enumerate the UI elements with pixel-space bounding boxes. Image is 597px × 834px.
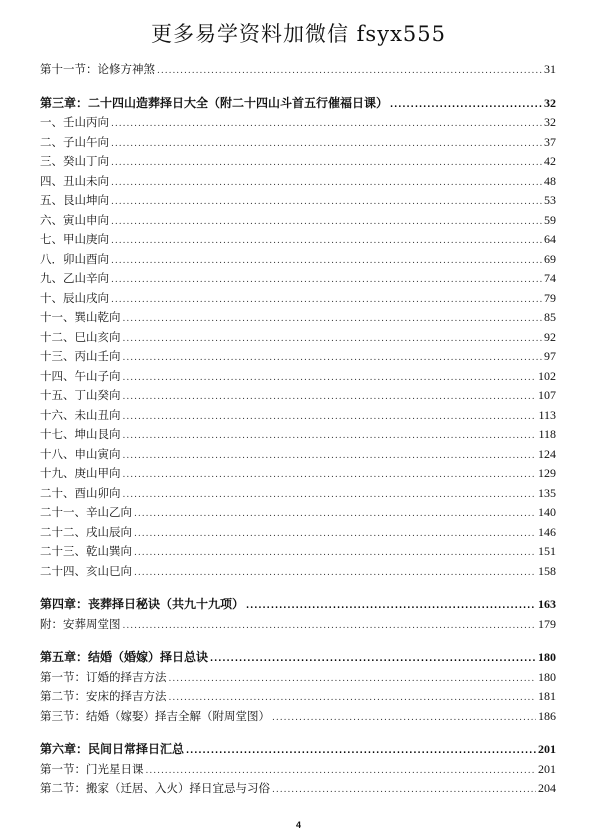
toc-entry[interactable] <box>40 250 556 270</box>
toc-entry[interactable] <box>40 386 556 406</box>
toc-entry-page: 135 <box>538 485 556 500</box>
toc-entry-label: 二十四、亥山巳向 <box>40 563 132 578</box>
toc-entry-label: 第十一节：论修方神煞 <box>40 62 155 76</box>
toc-entry[interactable] <box>40 230 556 250</box>
dot-leader <box>111 174 542 194</box>
toc-entry-page: 181 <box>538 689 556 703</box>
dot-leader <box>157 62 542 82</box>
dot-leader <box>111 213 542 233</box>
dot-leader <box>123 349 543 369</box>
toc-entry-page: 118 <box>538 427 556 441</box>
toc-entry-page: 102 <box>538 368 556 383</box>
toc-entry[interactable] <box>40 191 556 211</box>
dot-leader <box>123 617 537 637</box>
toc-entry[interactable] <box>40 484 556 504</box>
toc-chapter-label: 第四章：丧葬择日秘诀（共九十九项） <box>40 597 245 611</box>
page-title: 更多易学资料加微信 fsyx555 <box>150 22 446 46</box>
toc-entry-page: 129 <box>538 466 556 480</box>
toc-entry[interactable] <box>40 289 556 309</box>
toc-entry-page: 79 <box>544 290 556 305</box>
chapter-4-entries <box>40 615 556 635</box>
toc-entry-page: 32 <box>544 115 556 129</box>
toc-entry-page: 69 <box>544 251 556 266</box>
toc-entry[interactable] <box>40 367 556 387</box>
toc-entry-label: 附：安葬周堂图 <box>40 616 121 631</box>
toc-entry-label: 十、辰山戌向 <box>40 290 109 305</box>
toc-entry-label: 十九、庚山甲向 <box>40 466 121 480</box>
toc-entry-page: 201 <box>538 761 556 776</box>
toc-entry[interactable] <box>40 445 556 465</box>
dot-leader <box>111 154 542 174</box>
toc-entry-page: 48 <box>544 173 556 188</box>
toc-entry-label: 二十、酉山卯向 <box>40 485 121 500</box>
table-of-contents <box>40 60 556 799</box>
toc-chapter-page: 180 <box>538 650 556 664</box>
toc-entry[interactable] <box>40 269 556 289</box>
toc-entry-page: 92 <box>544 329 556 344</box>
toc-entry-label: 六、寅山申向 <box>40 212 109 227</box>
toc-entry-page: 107 <box>538 388 556 402</box>
dot-leader <box>272 781 536 801</box>
dot-leader <box>134 564 536 584</box>
dot-leader <box>123 408 537 428</box>
dot-leader <box>111 135 542 155</box>
toc-entry-page: 74 <box>544 271 556 285</box>
dot-leader <box>123 466 537 486</box>
dot-leader <box>134 505 536 525</box>
toc-entry-label: 第三节：结婚（嫁娶）择吉全解（附周堂图） <box>40 708 270 723</box>
toc-entry[interactable] <box>40 707 556 727</box>
dot-leader <box>111 193 542 213</box>
toc-entry[interactable] <box>40 425 556 445</box>
toc-entry-label: 十三、丙山壬向 <box>40 349 121 363</box>
toc-entry[interactable] <box>40 152 556 172</box>
toc-entry-page: 31 <box>544 62 556 76</box>
dot-leader <box>210 650 536 670</box>
toc-entry[interactable] <box>40 760 556 780</box>
toc-chapter-4[interactable] <box>40 595 556 615</box>
toc-chapter-page: 163 <box>538 597 556 611</box>
toc-entry-label: 二十二、戌山辰向 <box>40 524 132 539</box>
toc-entry-label: 第二节：搬家（迁居、入火）择日宜忌与习俗 <box>40 781 270 795</box>
toc-chapter-6[interactable] <box>40 740 556 760</box>
dot-leader <box>111 115 542 135</box>
toc-entry-page: 140 <box>538 505 556 519</box>
toc-entry[interactable] <box>40 615 556 635</box>
toc-entry-label: 一、壬山丙向 <box>40 115 109 129</box>
toc-entry-page: 85 <box>544 310 556 324</box>
toc-entry[interactable] <box>40 172 556 192</box>
toc-entry[interactable] <box>40 328 556 348</box>
dot-leader <box>111 252 542 272</box>
page-number: 4 <box>295 820 301 830</box>
toc-entry-page: 186 <box>538 708 556 723</box>
toc-entry-page: 37 <box>544 134 556 149</box>
toc-chapter-page: 32 <box>544 95 556 110</box>
toc-entry[interactable] <box>40 347 556 367</box>
toc-entry-label: 七、甲山庚向 <box>40 232 109 246</box>
dot-leader <box>123 427 537 447</box>
dot-leader <box>134 544 536 564</box>
toc-entry[interactable] <box>40 687 556 707</box>
dot-leader <box>123 388 537 408</box>
toc-entry-label: 第一节：门光星日课 <box>40 761 144 776</box>
dot-leader <box>186 742 536 762</box>
toc-entry-label: 八．卯山酉向 <box>40 251 109 266</box>
chapter-5-entries <box>40 668 556 727</box>
toc-entry[interactable] <box>40 562 556 582</box>
toc-chapter-page: 201 <box>538 742 556 756</box>
toc-entry-label: 第二节：安床的择吉方法 <box>40 689 167 703</box>
dot-leader <box>272 709 536 729</box>
toc-chapter-label: 第六章：民间日常择日汇总 <box>40 742 185 756</box>
toc-entry-label: 二十三、乾山巽向 <box>40 544 132 558</box>
toc-entry-page: 64 <box>544 232 556 246</box>
dot-leader <box>111 271 542 291</box>
toc-entry[interactable] <box>40 308 556 328</box>
dot-leader <box>123 330 543 350</box>
toc-entry-label: 五、艮山坤向 <box>40 193 109 207</box>
toc-entry-label: 四、丑山未向 <box>40 173 109 188</box>
dot-leader <box>111 232 542 252</box>
toc-entry-label: 十一、巽山乾向 <box>40 310 121 324</box>
dot-leader <box>134 525 536 545</box>
dot-leader <box>123 310 543 330</box>
toc-entry-label: 十八、申山寅向 <box>40 446 121 461</box>
dot-leader <box>123 486 537 506</box>
dot-leader <box>169 670 537 690</box>
toc-entry-label: 九、乙山辛向 <box>40 271 109 285</box>
toc-entry[interactable] <box>40 503 556 523</box>
toc-entry-label: 十二、巳山亥向 <box>40 329 121 344</box>
toc-entry-page: 180 <box>538 669 556 684</box>
toc-entry-label: 二十一、辛山乙向 <box>40 505 132 519</box>
chapter-6-entries <box>40 760 556 799</box>
toc-entry-page: 146 <box>538 524 556 539</box>
toc-entry-page: 179 <box>538 616 556 631</box>
toc-chapter-label: 第三章：二十四山造葬择日大全（附二十四山斗首五行催福日课） <box>40 95 389 110</box>
toc-entry[interactable] <box>40 779 556 799</box>
toc-entry-label: 十七、坤山艮向 <box>40 427 121 441</box>
toc-entry-label: 三、癸山丁向 <box>40 154 109 168</box>
toc-chapter-label: 第五章：结婚（婚嫁）择日总诀 <box>40 650 209 664</box>
toc-entry[interactable] <box>40 211 556 231</box>
toc-entry-label: 十六、未山丑向 <box>40 407 121 422</box>
toc-entry-page: 151 <box>538 544 556 558</box>
dot-leader <box>123 369 537 389</box>
chapter-3-entries <box>40 113 556 581</box>
toc-entry-label: 十四、午山子向 <box>40 368 121 383</box>
toc-chapter-3[interactable] <box>40 94 556 114</box>
toc-entry[interactable] <box>40 406 556 426</box>
toc-entry-page: 124 <box>538 446 556 461</box>
toc-entry[interactable] <box>40 523 556 543</box>
dot-leader <box>390 96 542 116</box>
toc-entry[interactable] <box>40 133 556 153</box>
toc-entry-page: 97 <box>544 349 556 363</box>
toc-entry-label: 第一节：订婚的择吉方法 <box>40 669 167 684</box>
toc-entry-page: 53 <box>544 193 556 207</box>
toc-entry[interactable] <box>40 668 556 688</box>
toc-entry[interactable] <box>40 113 556 133</box>
toc-entry[interactable] <box>40 464 556 484</box>
toc-entry[interactable] <box>40 542 556 562</box>
dot-leader <box>111 291 542 311</box>
toc-chapter-5[interactable] <box>40 648 556 668</box>
toc-entry-page: 59 <box>544 212 556 227</box>
toc-entry[interactable] <box>40 60 556 80</box>
toc-entry-page: 113 <box>538 407 556 422</box>
toc-entry-page: 158 <box>538 563 556 578</box>
toc-entry-page: 42 <box>544 154 556 168</box>
toc-entry-page: 204 <box>538 781 556 795</box>
toc-entry-label: 十五、丁山癸向 <box>40 388 121 402</box>
toc-entry-label: 二、子山午向 <box>40 134 109 149</box>
dot-leader <box>123 447 537 467</box>
dot-leader <box>246 597 536 617</box>
